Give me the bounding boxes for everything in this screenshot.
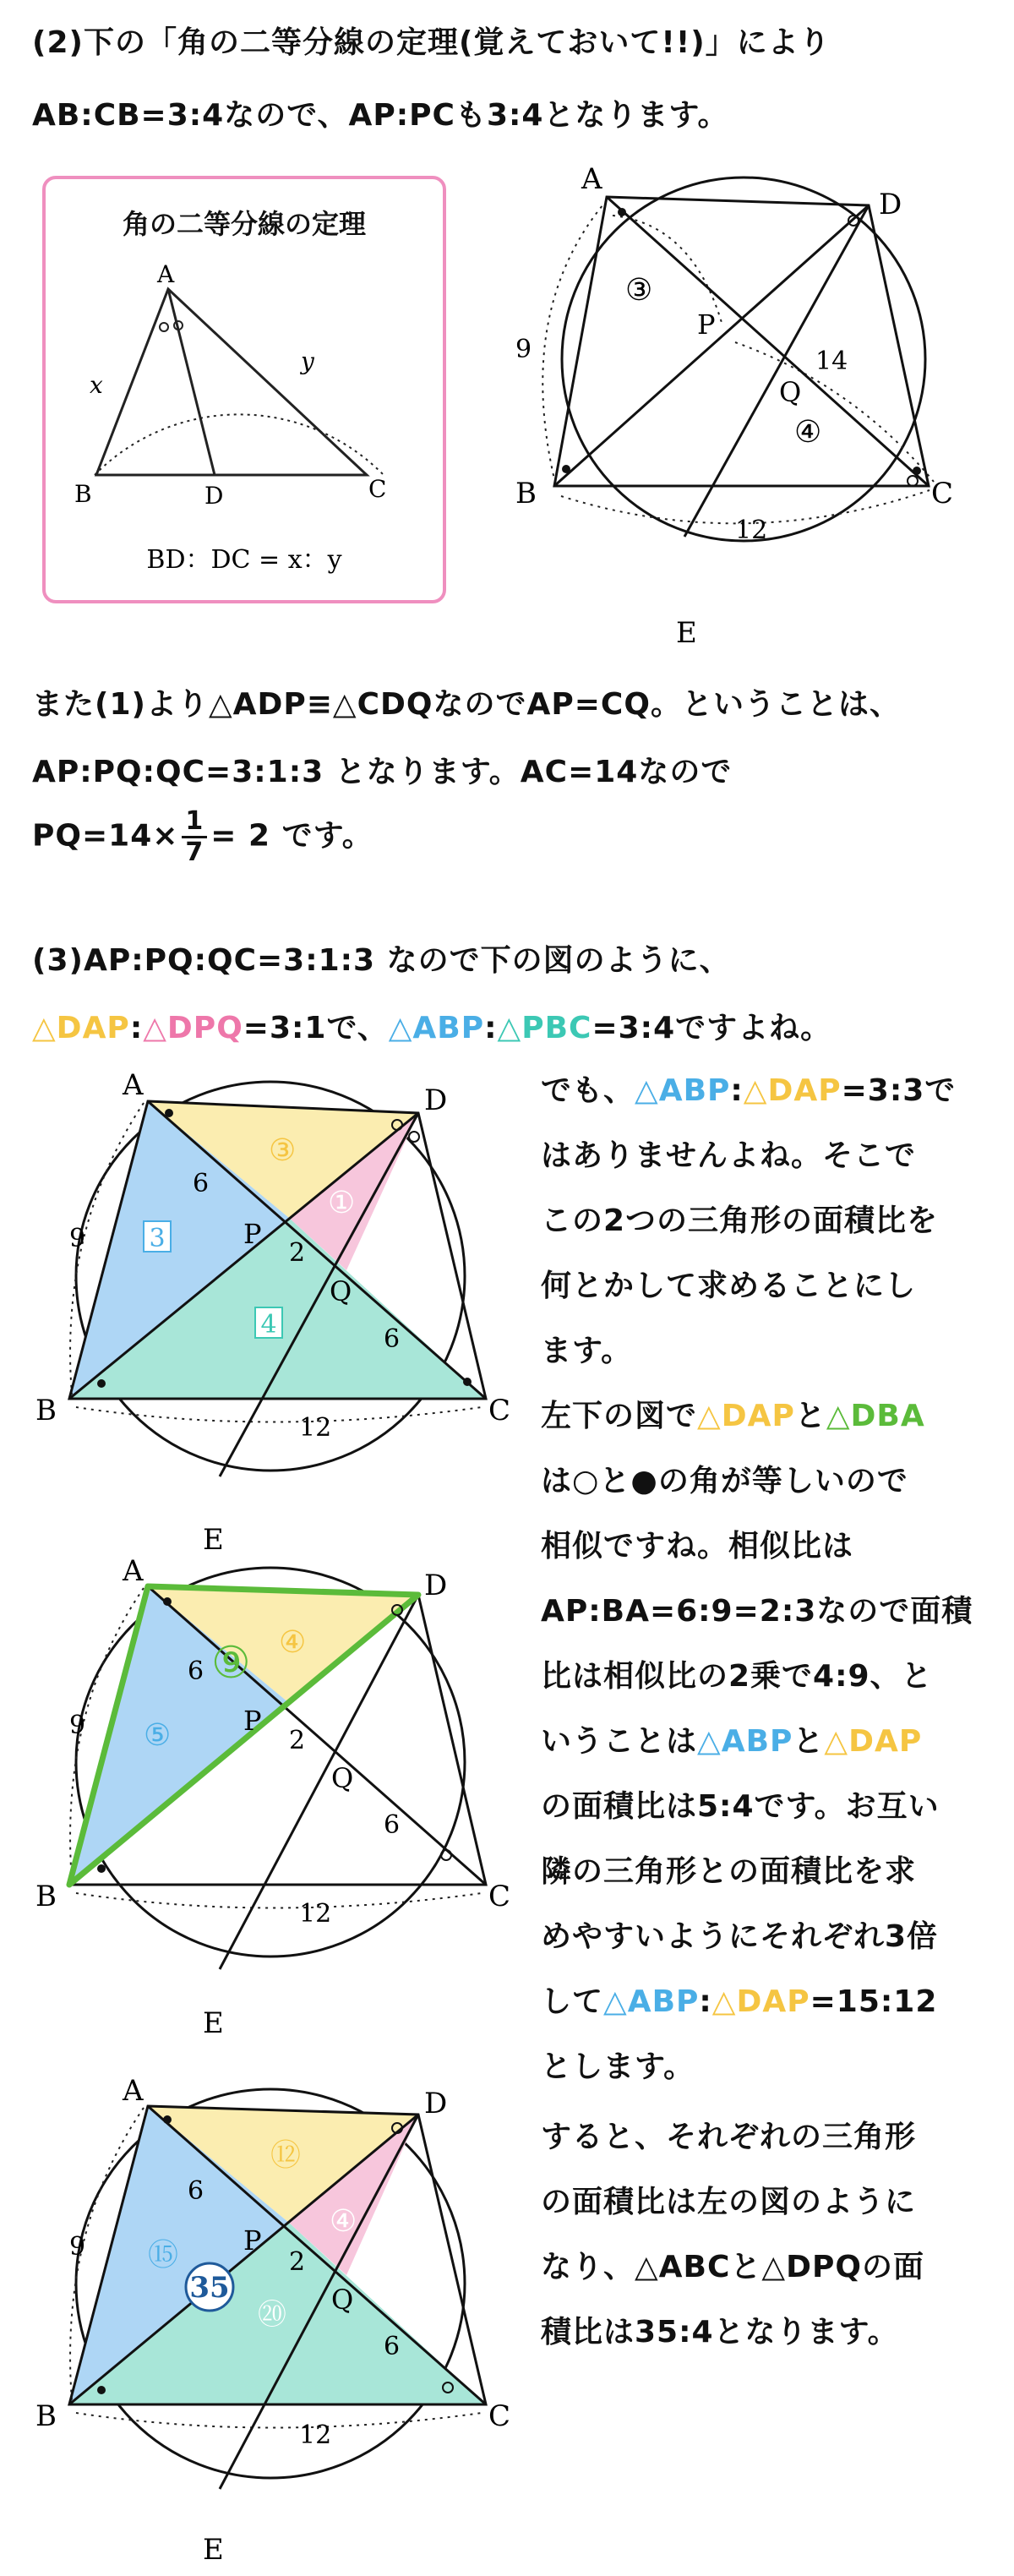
circled-3: ③: [625, 273, 653, 308]
text: 左下の図で: [541, 1399, 698, 1433]
circled-20: ⑳: [258, 2298, 286, 2332]
tri-DPQ: △DPQ: [143, 1011, 243, 1045]
length-QC: 6: [384, 1810, 401, 1840]
right-line-13: 隣の三角形との面積比を求: [541, 1854, 917, 1889]
arc-bisect: [95, 414, 384, 475]
right-line-10: 比は相似比の2乗で4:9、と: [541, 1659, 933, 1694]
dotted-arc-BC: [76, 1893, 482, 1908]
circled-12: ⑫: [270, 2138, 302, 2173]
bisector-line: [168, 289, 215, 475]
angle-mark: [160, 323, 168, 331]
colon: :: [699, 1984, 712, 2019]
circled-4: ④: [279, 1625, 307, 1660]
length-AB: 9: [515, 335, 532, 364]
open-angle: [441, 1850, 451, 1860]
point-B: B: [515, 477, 537, 510]
point-E: E: [203, 1523, 224, 1557]
point-P: P: [243, 1705, 262, 1737]
tri-DAP: △DAP: [743, 1073, 842, 1108]
point-D: D: [424, 1083, 448, 1117]
circled-1: ①: [328, 1186, 356, 1220]
point-D: D: [879, 188, 902, 221]
point-Q: Q: [779, 376, 802, 408]
right-line-11: [541, 1717, 922, 1760]
open-angle-C: [908, 476, 918, 486]
length-AP: 6: [188, 1656, 204, 1686]
point-P: P: [243, 2224, 262, 2257]
point-A: A: [123, 1554, 144, 1588]
length-PQ: 2: [289, 1726, 306, 1755]
point-E: E: [203, 2006, 224, 2040]
point-B: B: [35, 1880, 57, 1913]
dot-angle: [97, 2386, 106, 2394]
point-C: C: [488, 1394, 511, 1427]
tri-DAP: △DAP: [824, 1724, 923, 1759]
tri-ABP: △ABP: [697, 1724, 793, 1759]
boxed-3-label: 3: [149, 1224, 166, 1253]
tri-DAP: △DAP: [711, 1984, 810, 2019]
right-line-1: [541, 1067, 956, 1110]
open-angle: [409, 1132, 419, 1142]
length-QC: 6: [384, 2332, 401, 2361]
length-QC: 6: [384, 1324, 401, 1354]
colon: :: [129, 1011, 144, 1045]
fraction-num: 1: [182, 807, 207, 838]
pq-eq-post: = 2 です。: [210, 818, 373, 854]
label-C: C: [368, 475, 387, 503]
part2-line-3: [32, 807, 373, 867]
tri-DAP: △DAP: [697, 1399, 795, 1433]
fraction-1-7: [182, 807, 207, 867]
dot-angle: [463, 1378, 472, 1386]
length-AC: 14: [815, 347, 848, 376]
point-C: C: [931, 477, 954, 510]
figure-1: [490, 156, 997, 663]
colon: :: [484, 1011, 498, 1045]
length-BC: 12: [299, 1413, 332, 1443]
dot-angle-B: [562, 465, 570, 473]
point-A: A: [123, 2074, 144, 2108]
label-y: y: [301, 347, 314, 375]
tri-ABP: △ABP: [603, 1984, 700, 2019]
length-AP: 6: [188, 2176, 204, 2206]
circled-9: ⑨: [211, 1638, 251, 1689]
right-line-15: [541, 1978, 937, 2021]
length-AB: 9: [69, 1224, 86, 1253]
tri-DBA: △DBA: [826, 1399, 925, 1433]
text: =3:3で: [841, 1073, 957, 1108]
right-line-8: 相似ですね。相似比は: [541, 1529, 854, 1564]
label-B: B: [74, 480, 92, 508]
right-line-19: なり、△ABCと△DPQの面: [541, 2250, 924, 2284]
ratio-2: =3:4ですよね。: [592, 1011, 832, 1045]
point-P: P: [697, 308, 716, 341]
dot-angle: [165, 1109, 173, 1117]
theorem-title: 角の二等分線の定理: [122, 208, 366, 240]
theorem-formula: BD：DC = x：y: [146, 545, 342, 575]
length-AP: 6: [193, 1169, 210, 1198]
point-P: P: [243, 1218, 262, 1250]
text: して: [541, 1984, 604, 2019]
tri-PBC: △PBC: [497, 1011, 592, 1045]
label-D: D: [204, 482, 224, 510]
right-line-20: 積比は35:4となります。: [541, 2315, 899, 2350]
dotted-arc-BC: [76, 1407, 482, 1422]
point-Q: Q: [331, 1762, 354, 1794]
right-line-14: めやすいようにそれぞれ3倍: [541, 1919, 939, 1954]
theorem-diagram: [46, 179, 443, 600]
right-line-16: とします。: [541, 2049, 695, 2084]
ratio-1: =3:1で、: [243, 1011, 389, 1045]
part2-line-2: AP:PQ:QC=3:1:3 となります。AC=14なので: [32, 755, 733, 789]
point-A: A: [581, 162, 602, 196]
length-BC: 12: [735, 516, 768, 545]
circled-5: ⑤: [144, 1718, 172, 1753]
part2-line-1: また(1)より△ADP≡△CDQなのでAP=CQ。ということは、: [32, 687, 901, 722]
right-line-4: 何とかして求めることにし: [541, 1269, 917, 1303]
right-line-17: すると、それぞれの三角形: [541, 2120, 917, 2154]
colon: :: [730, 1073, 744, 1108]
point-Q: Q: [330, 1275, 352, 1307]
part3-line-2: [32, 1004, 831, 1047]
right-line-5: ます。: [541, 1334, 633, 1368]
text: でも、: [541, 1073, 635, 1108]
text: =15:12: [810, 1984, 938, 2019]
point-D: D: [424, 1569, 448, 1602]
right-line-9: AP:BA=6:9=2:3なので面積: [541, 1594, 973, 1629]
intro-line-2: AB:CB=3:4なので、AP:PCも3:4となります。: [32, 98, 729, 133]
label-x: x: [90, 371, 103, 399]
dot-angle: [97, 1864, 106, 1873]
text: と: [794, 1399, 826, 1433]
right-line-6: [541, 1392, 925, 1435]
theorem-triangle: [96, 289, 367, 475]
right-line-18: の面積比は左の図のように: [541, 2185, 917, 2219]
quad-ABCD: [554, 197, 929, 486]
figure-2: [17, 1061, 524, 1568]
text: と: [793, 1724, 825, 1759]
theorem-box: [42, 176, 446, 603]
tri-DAP: △DAP: [32, 1011, 130, 1045]
dot-angle: [163, 2115, 172, 2124]
boxed-4-label: 4: [260, 1310, 277, 1340]
point-E: E: [203, 2533, 224, 2567]
point-A: A: [123, 1068, 144, 1102]
length-PQ: 2: [289, 1238, 306, 1268]
right-line-7: は○と●の角が等しいので: [541, 1464, 908, 1498]
point-E: E: [676, 616, 697, 650]
part3-line-1: (3)AP:PQ:QC=3:1:3 なので下の図のように、: [32, 943, 731, 978]
circled-3: ③: [269, 1133, 297, 1168]
length-AB: 9: [69, 2232, 86, 2262]
length-BC: 12: [299, 1899, 332, 1929]
point-B: B: [35, 2399, 57, 2433]
length-BC: 12: [299, 2420, 332, 2450]
dotted-arc-AB: [542, 200, 607, 479]
point-C: C: [488, 2399, 511, 2433]
point-Q: Q: [331, 2284, 354, 2316]
point-C: C: [488, 1880, 511, 1913]
text: いうことは: [541, 1724, 698, 1759]
circled-4: ④: [794, 415, 822, 450]
right-line-2: はありませんよね。そこで: [541, 1138, 917, 1173]
dot-angle-C: [913, 467, 921, 475]
point-B: B: [35, 1394, 57, 1427]
figure-3: [17, 1542, 524, 2049]
pq-eq-pre: PQ=14×: [32, 818, 179, 854]
tri-ABP: △ABP: [388, 1011, 485, 1045]
tri-ABP: △ABP: [635, 1073, 731, 1108]
circled-35: 35: [189, 2271, 230, 2305]
dot-angle: [97, 1379, 106, 1388]
dot-angle-A: [618, 208, 626, 216]
length-AB: 9: [69, 1711, 86, 1740]
right-line-3: この2つの三角形の面積比を: [541, 1203, 939, 1238]
circled-15: ⑮: [148, 2238, 179, 2273]
right-line-12: の面積比は5:4です。お互い: [541, 1789, 940, 1824]
dot-angle: [163, 1597, 172, 1606]
point-D: D: [424, 2087, 448, 2120]
fraction-den: 7: [185, 838, 204, 867]
length-PQ: 2: [289, 2247, 306, 2277]
circled-4: ④: [330, 2204, 357, 2239]
figure-4: [17, 2062, 524, 2569]
intro-line-1: (2)下の「角の二等分線の定理(覚えておいて!!)」により: [32, 25, 831, 60]
label-A: A: [157, 260, 175, 288]
